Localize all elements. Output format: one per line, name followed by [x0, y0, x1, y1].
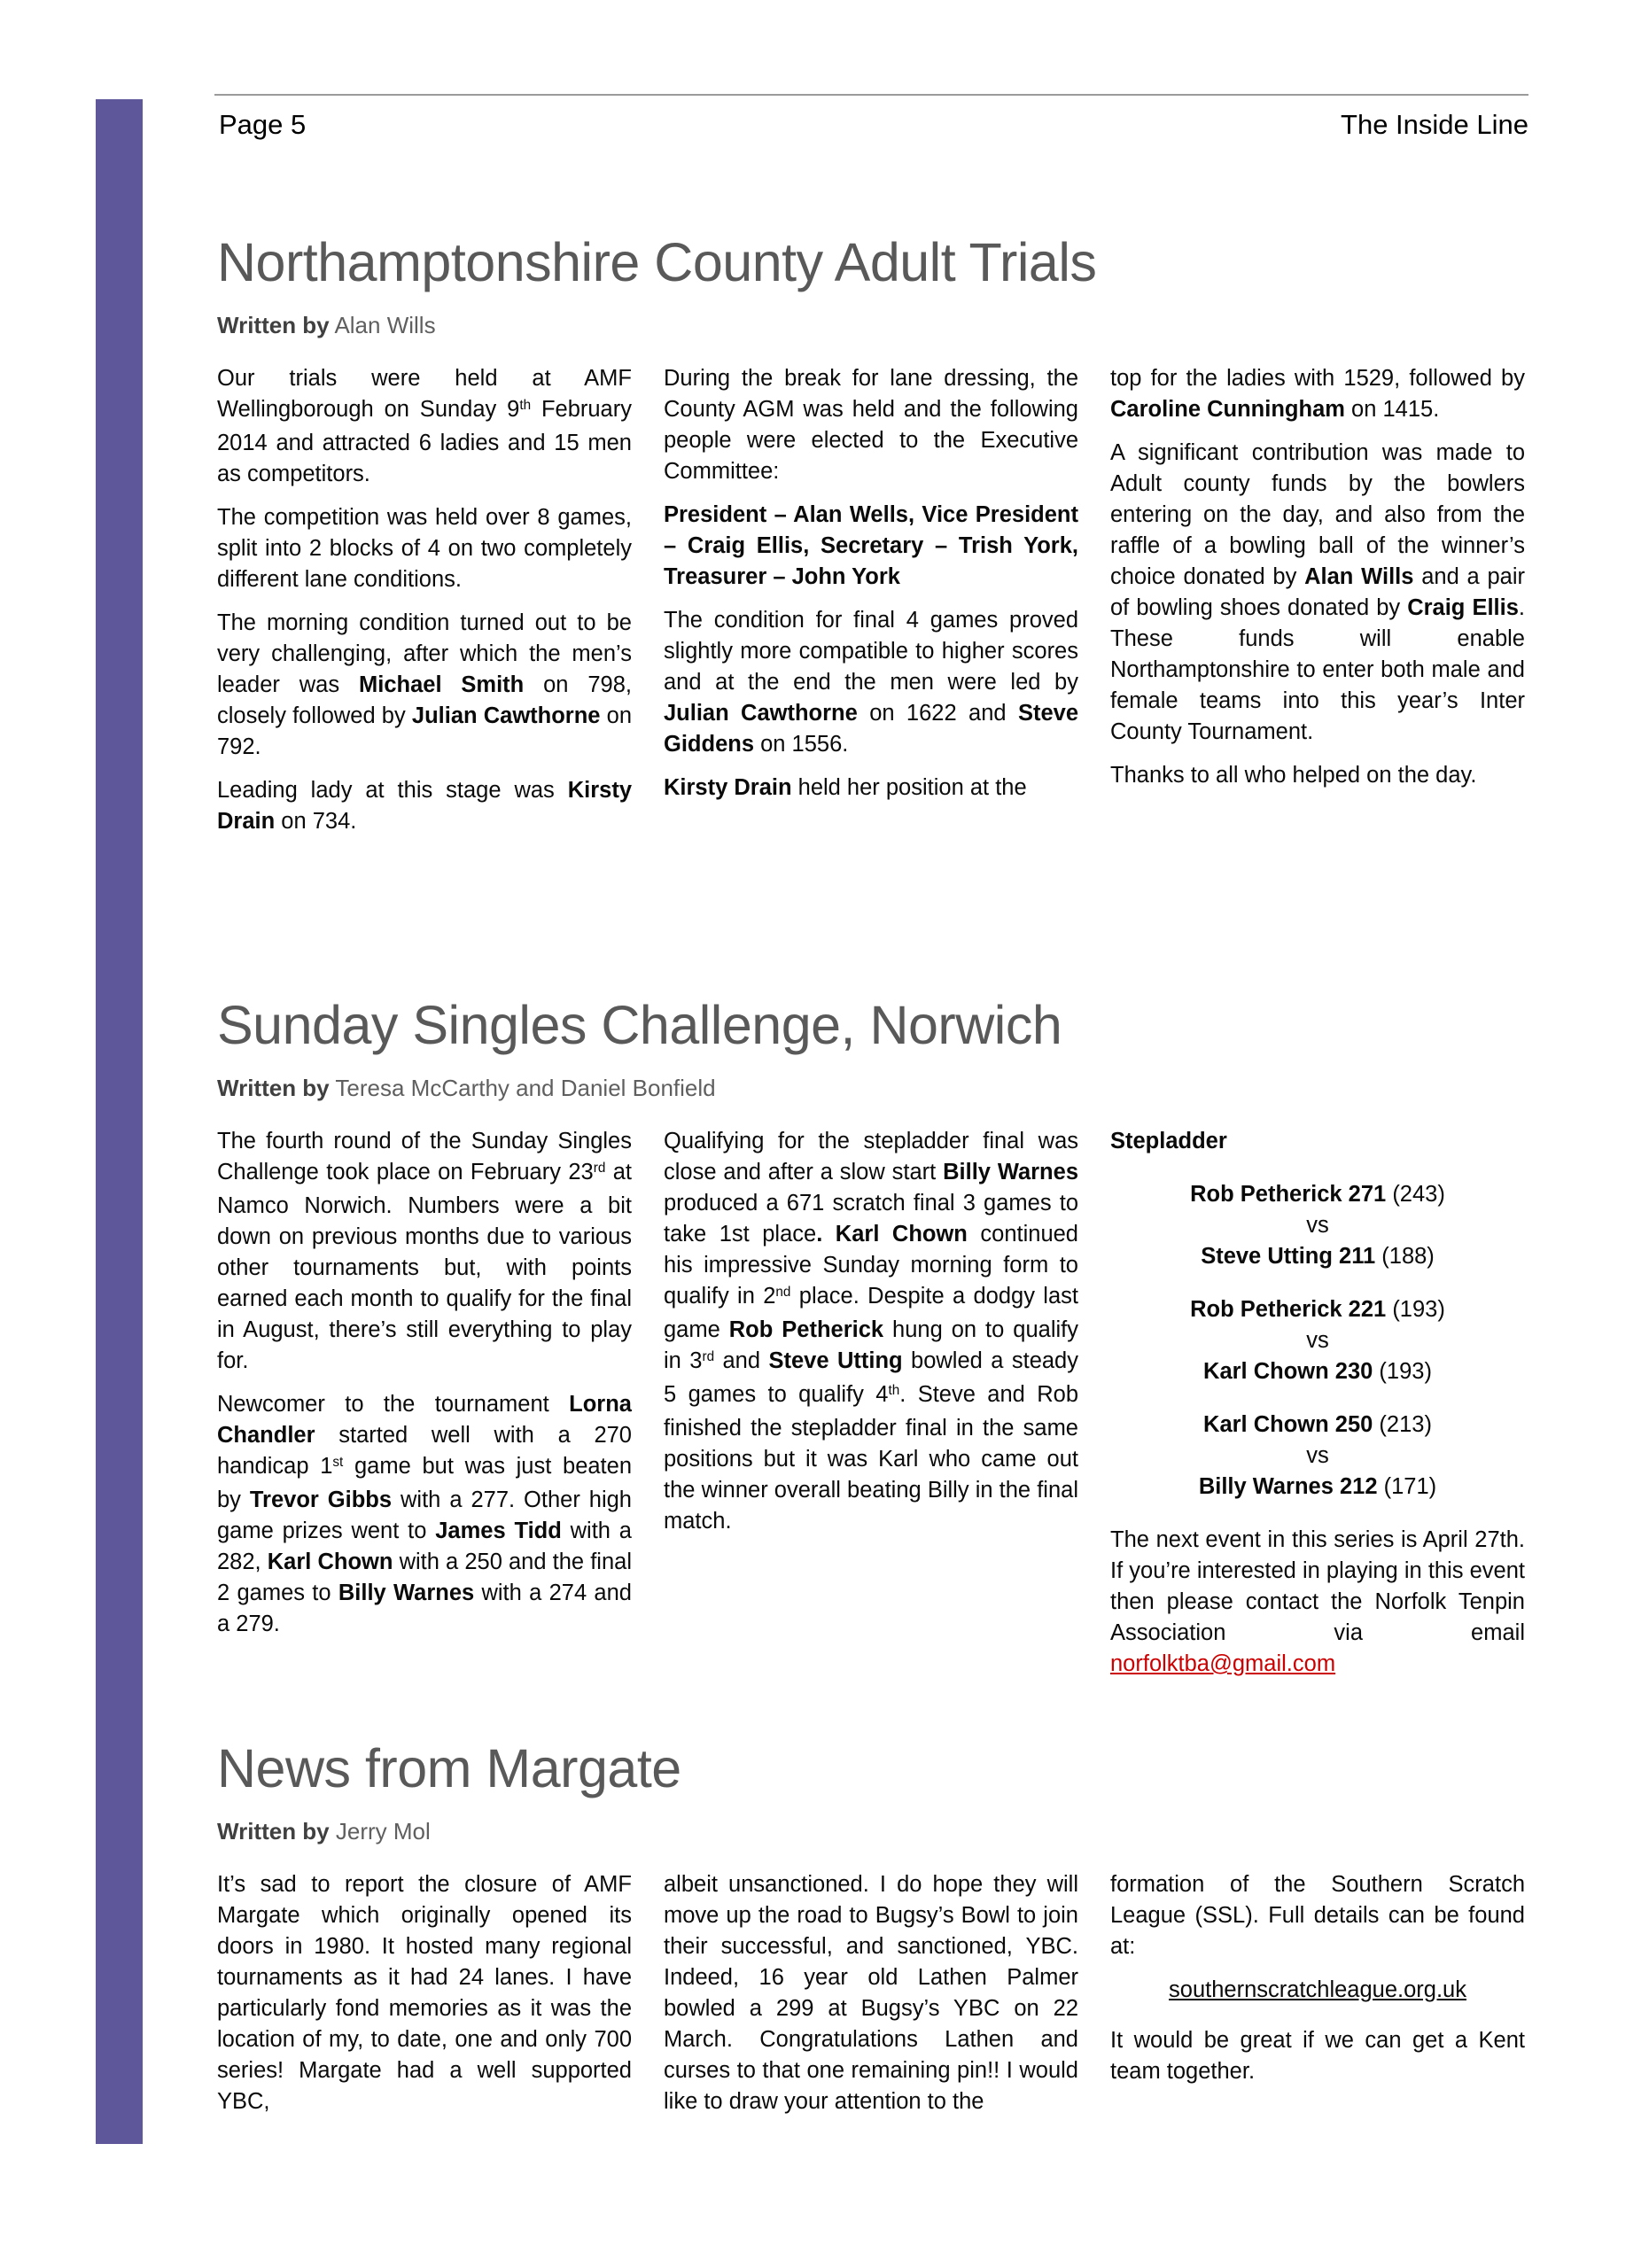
- author-names: Jerry Mol: [335, 1818, 431, 1845]
- text-run: Trevor Gibbs: [249, 1487, 393, 1512]
- text-run: James Tidd: [435, 1518, 562, 1543]
- text-run: President – Alan Wells, Vice President – Craig Ellis, Secretary – Trish York, Treasurer – John York: [664, 502, 1078, 589]
- stepladder-match: Rob Petherick 221 (193) vs Karl Chown 230 (193): [1190, 1297, 1445, 1384]
- article-column: [664, 363, 1078, 850]
- paragraph: top for the ladies with 1529, followed by Caroline Cunningham on 1415.: [1110, 366, 1525, 422]
- paragraph: The morning condition turned out to be very challenging, after which the men’s leader was Michael Smith on 798, closely followed by Julian Cawthorne on 792.: [217, 610, 633, 759]
- text-run: Karl Chown 230: [1203, 1359, 1373, 1384]
- website-line: [1110, 1975, 1525, 2006]
- text-run: Lorna Chandler: [217, 1392, 632, 1448]
- article-column: [664, 1126, 1078, 1692]
- accent-bar: [96, 99, 143, 2144]
- text-run: Steve Utting 211: [1201, 1244, 1376, 1269]
- author-names: Teresa McCarthy and Daniel Bonfield: [335, 1075, 716, 1101]
- article-columns: [217, 363, 1525, 850]
- written-by-label: Written by: [217, 312, 330, 338]
- article-title: Sunday Singles Challenge, Norwich: [217, 995, 1062, 1055]
- paragraph: formation of the Southern Scratch League (SSL). Full details can be found at:: [1110, 1872, 1525, 1959]
- header-rule: [214, 94, 1528, 96]
- paragraph: Newcomer to the tournament Lorna Chandler started well with a 270 handicap 1st game but was just beaten by Trevor Gibbs with a 277. Other high game prizes went to James Tidd with a 282, Karl Chown with a 250 and the final 2 games to Billy Warnes with a 274 and a 279.: [217, 1392, 633, 1636]
- text-run: nd: [775, 1284, 791, 1300]
- paragraph: The condition for final 4 games proved slightly more compatible to higher scores and at the end the men were led by Julian Cawthorne on 1622 and Steve Giddens on 1556.: [664, 608, 1079, 757]
- written-by-label: Written by: [217, 1075, 330, 1101]
- paragraph: Leading lady at this stage was Kirsty Drain on 734.: [217, 778, 632, 834]
- article-column: [217, 1126, 632, 1692]
- text-run: Billy Warnes 212: [1198, 1474, 1378, 1499]
- text-run: Julian Cawthorne: [411, 703, 601, 728]
- paragraph: albeit unsanctioned. I do hope they will move up the road to Bugsy’s Bowl to join their successful, and sanctioned, YBC. Indeed, 16 year old Lathen Palmer bowled a 299 at Bugsy’s YBC on 22 March. Congratulations Lathen and curses to that one remaining pin!! I would like to draw your attention to the: [664, 1872, 1078, 2114]
- newsletter-title: The Inside Line: [1341, 109, 1528, 140]
- paragraph: A significant contribution was made to Adult county funds by the bowlers entering on the day, and also from the raffle of a bowling ball of the winner’s choice donated by Alan Wills and a pair of bowling shoes donated by Craig Ellis. These funds will enable Northamptonshire to enter both male and female teams into this year’s Inter County Tournament.: [1110, 440, 1525, 744]
- byline: [217, 1818, 1525, 1845]
- page-number: Page 5: [219, 109, 307, 140]
- text-run: Rob Petherick: [728, 1317, 884, 1342]
- article-columns: [217, 1126, 1525, 1692]
- paragraph: [664, 500, 1078, 593]
- paragraph: Kirsty Drain held her position at the: [664, 775, 1027, 800]
- stepladder-match: Rob Petherick 271 (243) vs Steve Utting 211 (188): [1190, 1182, 1445, 1269]
- text-run: th: [888, 1382, 900, 1398]
- paragraph: The competition was held over 8 games, split into 2 blocks of 4 on two completely different lane conditions.: [217, 505, 632, 592]
- text-run: Kirsty Drain: [217, 778, 632, 834]
- text-run: Karl Chown 250: [1203, 1412, 1373, 1437]
- article-column: [1110, 363, 1525, 850]
- text-run: Steve Giddens: [664, 701, 1079, 757]
- paragraph: It’s sad to report the closure of AMF Margate which originally opened its doors in 1980. It hosted many regional tournaments as it had 24 lanes. I have particularly fond memories as it was the location of my, to date, one and only 700 series! Margate had a well supported YBC,: [217, 1872, 632, 2114]
- byline: [217, 312, 1525, 339]
- text-run: Rob Petherick 271: [1190, 1182, 1387, 1207]
- text-run: st: [332, 1454, 344, 1470]
- text-run: Stepladder: [1110, 1129, 1227, 1153]
- text-run: Steve Utting: [768, 1348, 903, 1373]
- text-run: Billy Warnes: [338, 1581, 475, 1605]
- paragraph: Our trials were held at AMF Wellingborough on Sunday 9th February 2014 and attracted 6 ladies and 15 men as competitors.: [217, 366, 632, 486]
- article-northamptonshire-county-adult-trials: [217, 232, 1525, 850]
- text-run: Michael Smith: [359, 672, 525, 697]
- text-run: Julian Cawthorne: [664, 701, 858, 726]
- stepladder-match: Karl Chown 250 (213) vs Billy Warnes 212 (171): [1198, 1412, 1437, 1499]
- text-run: Karl Chown: [267, 1550, 393, 1574]
- paragraph: During the break for lane dressing, the County AGM was held and the following people were elected to the Executive Committee:: [664, 366, 1078, 484]
- article-column: [217, 1869, 632, 2130]
- paragraph: It would be great if we can get a Kent team together.: [1110, 2028, 1525, 2084]
- stepladder-heading: [1110, 1126, 1525, 1157]
- article-sunday-singles-challenge-norwich: [217, 995, 1525, 1692]
- text-run: Caroline Cunningham: [1110, 397, 1345, 422]
- article-title: Northamptonshire County Adult Trials: [217, 232, 1097, 292]
- article-column: [1110, 1126, 1525, 1692]
- article-column: [217, 363, 632, 850]
- text-run: rd: [593, 1160, 606, 1176]
- text-run: th: [519, 397, 532, 413]
- text-run: Craig Ellis: [1407, 595, 1519, 620]
- email-link[interactable]: norfolktba@gmail.com: [1110, 1651, 1336, 1676]
- article-news-from-margate: [217, 1738, 1525, 2130]
- paragraph: The next event in this series is April 27th. If you’re interested in playing in this event then please contact the Norfolk Tenpin Association via email norfolktba@gmail.com: [1110, 1527, 1525, 1676]
- paragraph: Thanks to all who helped on the day.: [1110, 763, 1477, 788]
- website-link[interactable]: southernscratchleague.org.uk: [1169, 1977, 1466, 2002]
- text-run: Alan Wills: [1304, 564, 1414, 589]
- text-run: rd: [702, 1348, 715, 1364]
- article-column: [1110, 1869, 1525, 2130]
- paragraph: The fourth round of the Sunday Singles Challenge took place on February 23rd at Namco Norwich. Numbers were a bit down on previous months due to various other tournaments but, with points earned each month to qualify for the final in August, there’s still everything to play for.: [217, 1129, 633, 1373]
- article-columns: [217, 1869, 1525, 2130]
- text-run: Kirsty Drain: [664, 775, 792, 800]
- article-column: [664, 1869, 1078, 2130]
- paragraph: Qualifying for the stepladder final was close and after a slow start Billy Warnes produced a 671 scratch final 3 games to take 1st place. Karl Chown continued his impressive Sunday morning form to qualify in 2nd place. Despite a dodgy last game Rob Petherick hung on to qualify in 3rd and Steve Utting bowled a steady 5 games to qualify 4th. Steve and Rob finished the stepladder final in the same positions but it was Karl who came out the winner overall beating Billy in the final match.: [664, 1129, 1079, 1534]
- author-names: Alan Wills: [334, 312, 436, 338]
- written-by-label: Written by: [217, 1818, 330, 1845]
- text-run: . Karl Chown: [816, 1222, 968, 1247]
- byline: [217, 1075, 1525, 1102]
- text-run: Billy Warnes: [943, 1160, 1078, 1184]
- text-run: Rob Petherick 221: [1190, 1297, 1387, 1322]
- article-title: News from Margate: [217, 1738, 681, 1798]
